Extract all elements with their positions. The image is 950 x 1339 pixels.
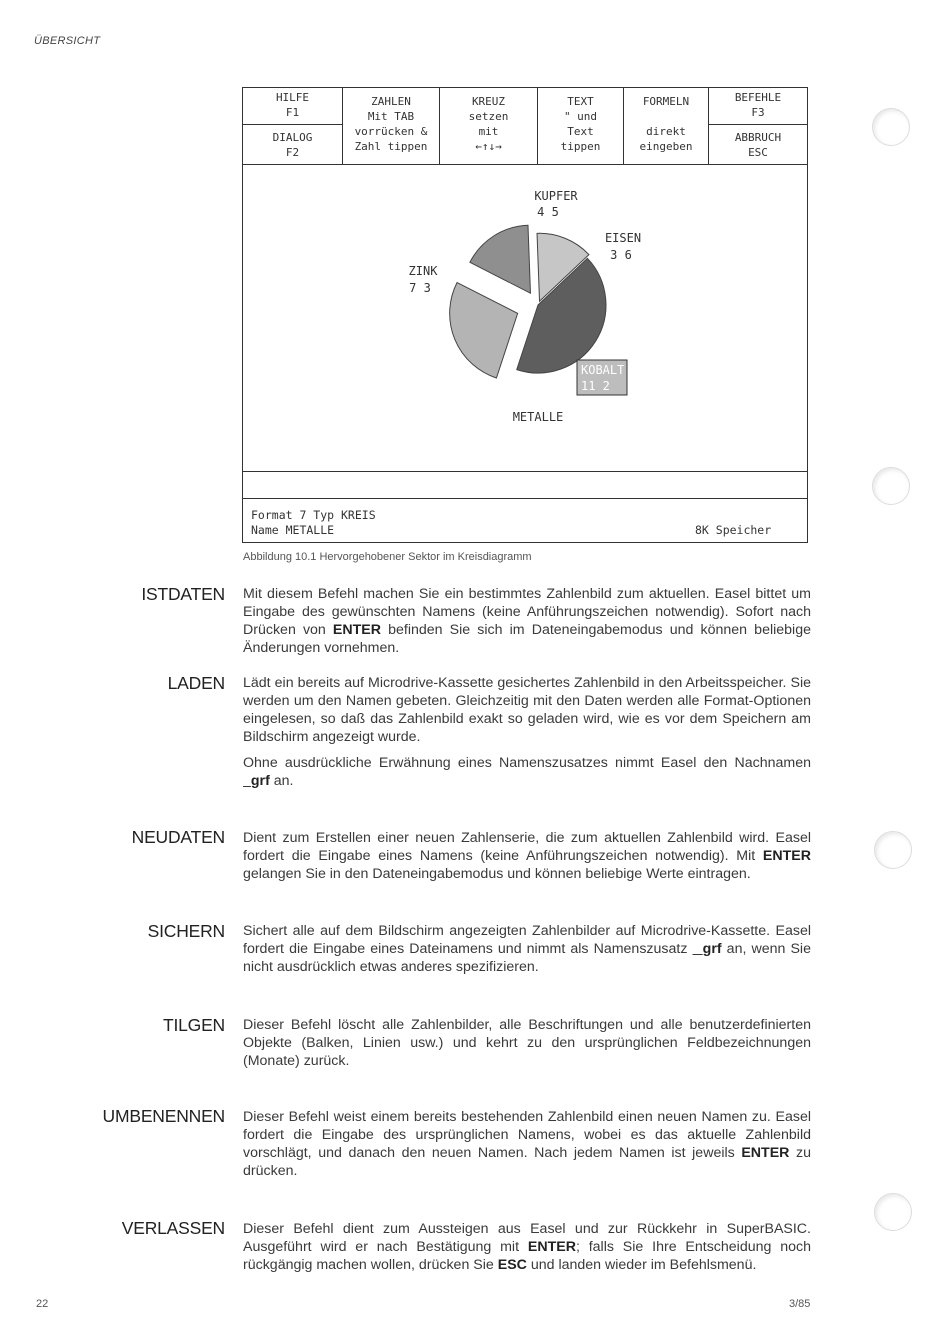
menu-abbruch[interactable] — [709, 130, 807, 160]
menu-text-line: TEXT — [567, 95, 594, 108]
command-term: SICHERN — [147, 921, 225, 941]
slice-label: EISEN — [604, 231, 642, 245]
menu-kreuz[interactable] — [440, 94, 537, 154]
status-memory: 8K Speicher — [695, 523, 772, 537]
pie-slice-kupfer — [470, 225, 531, 293]
menu-zahlen[interactable] — [343, 94, 439, 154]
command-term: NEUDATEN — [131, 827, 225, 847]
suffix-grf: grf — [250, 773, 270, 789]
menu-zahlen-line: Mit TAB — [367, 110, 415, 123]
menu-formeln-line: direkt — [646, 125, 686, 138]
key-name: ENTER — [762, 848, 811, 864]
menu-text-line: Text — [567, 125, 594, 138]
page-number: 22 — [36, 1298, 49, 1310]
command-description: Ohne ausdrückliche Erwähnung eines Namenszusatzes nimmt Easel den Nachnamen grf an. — [243, 755, 811, 789]
menu-zahlen-line: ZAHLEN — [371, 95, 411, 108]
menu-zahlen-line: vorrücken & — [354, 125, 428, 138]
status-format: Format 7 Typ KREIS — [251, 508, 376, 522]
menu-kreuz-line: ←↑↓→ — [475, 140, 502, 153]
menu-zahlen-line: Zahl tippen — [354, 140, 428, 153]
chart-bottom-rule — [243, 471, 807, 472]
status-name: Name METALLE — [251, 523, 335, 537]
command-description: Dieser Befehl löscht alle Zahlenbilder, alle Beschriftungen und alle benutzerdefinierten Objekte (Balken, Linien usw.) und kehrt zu den ursprünglichen Feldbezeichnungen (Monate) zurück. — [243, 1017, 811, 1069]
slice-value: 11 2 — [581, 379, 610, 393]
command-description: Lädt ein bereits auf Microdrive-Kassette gesichertes Zahlenbild in den Arbeitsspeicher. Sie werden um den Namen gebeten. Gleichzeitig mit den Daten werden alle Format-Optionen eingelesen, so daß das Zahlenbild exakt so geladen wird, wie es vor dem Speichern am Bildschirm angezeigt wurde. — [243, 675, 811, 745]
key-name: ENTER — [527, 1239, 576, 1255]
chart-title: METALLE — [512, 410, 564, 424]
slice-label: ZINK — [408, 264, 438, 278]
command-description: Mit diesem Befehl machen Sie ein bestimmtes Zahlenbild zum aktuellen. Easel bittet um Eingabe des gewünschten Namens (keine Anführungszeichen notwendig). Sofort nach Drücken von ENTER befinden Sie sich im Dateneingabemodus und können beliebige Änderungen vornehmen. — [243, 586, 811, 656]
menu-abbruch-key: ESC — [748, 146, 768, 159]
menu-formeln-line: FORMELN — [642, 95, 690, 108]
menu-dialog-key: F2 — [285, 146, 300, 159]
slice-value: 3 6 — [610, 248, 632, 262]
command-term: UMBENENNEN — [102, 1106, 225, 1126]
command-term: TILGEN — [162, 1015, 225, 1035]
command-description: Dieser Befehl dient zum Aussteigen aus Easel und zur Rückkehr in SuperBASIC. Ausgeführt wird er nach Bestätigung mit ENTER; falls Sie Ihre Entscheidung noch rückgängig machen wollen, drücken Sie ESC und landen wieder im Befehlsmenü. — [243, 1221, 811, 1273]
menu-kreuz-line: KREUZ — [471, 95, 506, 108]
key-name: ESC — [497, 1257, 527, 1273]
menu-abbruch-label: ABBRUCH — [734, 131, 782, 144]
pie-slice-zink — [450, 283, 518, 378]
command-term: LADEN — [167, 673, 225, 693]
command-term: ISTDATEN — [141, 584, 225, 604]
menu-text[interactable] — [538, 94, 623, 154]
section-header: ÜBERSICHT — [34, 35, 101, 47]
key-name: ENTER — [332, 622, 382, 638]
slice-label: KOBALT — [581, 363, 625, 377]
status-left — [251, 508, 376, 538]
binder-hole — [872, 108, 910, 146]
menu-formeln-line: eingeben — [639, 140, 693, 153]
menu-dialog[interactable] — [243, 130, 342, 160]
binder-hole — [874, 1193, 912, 1231]
menu-kreuz-line: mit — [478, 125, 499, 138]
slice-value: 4 5 — [537, 205, 559, 219]
command-term: VERLASSEN — [121, 1218, 225, 1238]
figure-caption: Abbildung 10.1 Hervorgehobener Sektor im Kreisdiagramm — [243, 551, 532, 563]
menu-text-line: " und — [563, 110, 598, 123]
binder-hole — [874, 831, 912, 869]
menu-dialog-label: DIALOG — [272, 131, 313, 144]
easel-screen — [242, 87, 808, 543]
menu-formeln[interactable] — [624, 94, 708, 154]
slice-label: KUPFER — [534, 189, 578, 203]
command-description: Dient zum Erstellen einer neuen Zahlenserie, die zum aktuellen Zahlenbild wird. Easel fordert die Eingabe eines Namens (keine Anführungszeichen notwendig). Mit ENTER gelangen Sie in den Dateneingabemodus und können beliebige Werte eintragen. — [243, 830, 811, 882]
slice-value: 7 3 — [409, 281, 431, 295]
binder-hole — [872, 467, 910, 505]
menu-split — [708, 124, 807, 125]
menu-befehle-key: F3 — [751, 106, 765, 119]
suffix-grf: grf — [702, 941, 722, 957]
status-rule — [243, 498, 807, 499]
menu-help-label: HILFE — [275, 91, 310, 104]
menu-befehle-label: BEFEHLE — [734, 91, 782, 104]
command-description: Dieser Befehl weist einem bereits bestehenden Zahlenbild einen neuen Namen zu. Easel fordert die Eingabe des ursprünglichen Namens, wobei es das aktuelle Zahlenbild vorschlägt, und danach den neuen Namen. Nach jedem Namen ist jeweils ENTER zu drücken. — [243, 1109, 811, 1179]
key-name: ENTER — [741, 1145, 790, 1161]
menu-split — [243, 124, 342, 125]
pie-chart — [243, 165, 807, 470]
menu-kreuz-line: setzen — [468, 110, 509, 123]
menu-help[interactable] — [243, 90, 342, 120]
edition: 3/85 — [789, 1298, 811, 1310]
command-description: Sichert alle auf dem Bildschirm angezeigten Zahlenbilder auf Microdrive-Kassette. Easel fordert die Eingabe eines Dateinamens und nimmt als Namenszusatz grf an, wenn Sie nicht ausdrücklich etwas anderes spezifizieren. — [243, 923, 811, 975]
menu-help-key: F1 — [285, 106, 300, 119]
menu-befehle[interactable] — [709, 90, 807, 120]
menu-text-line: tippen — [560, 140, 601, 153]
